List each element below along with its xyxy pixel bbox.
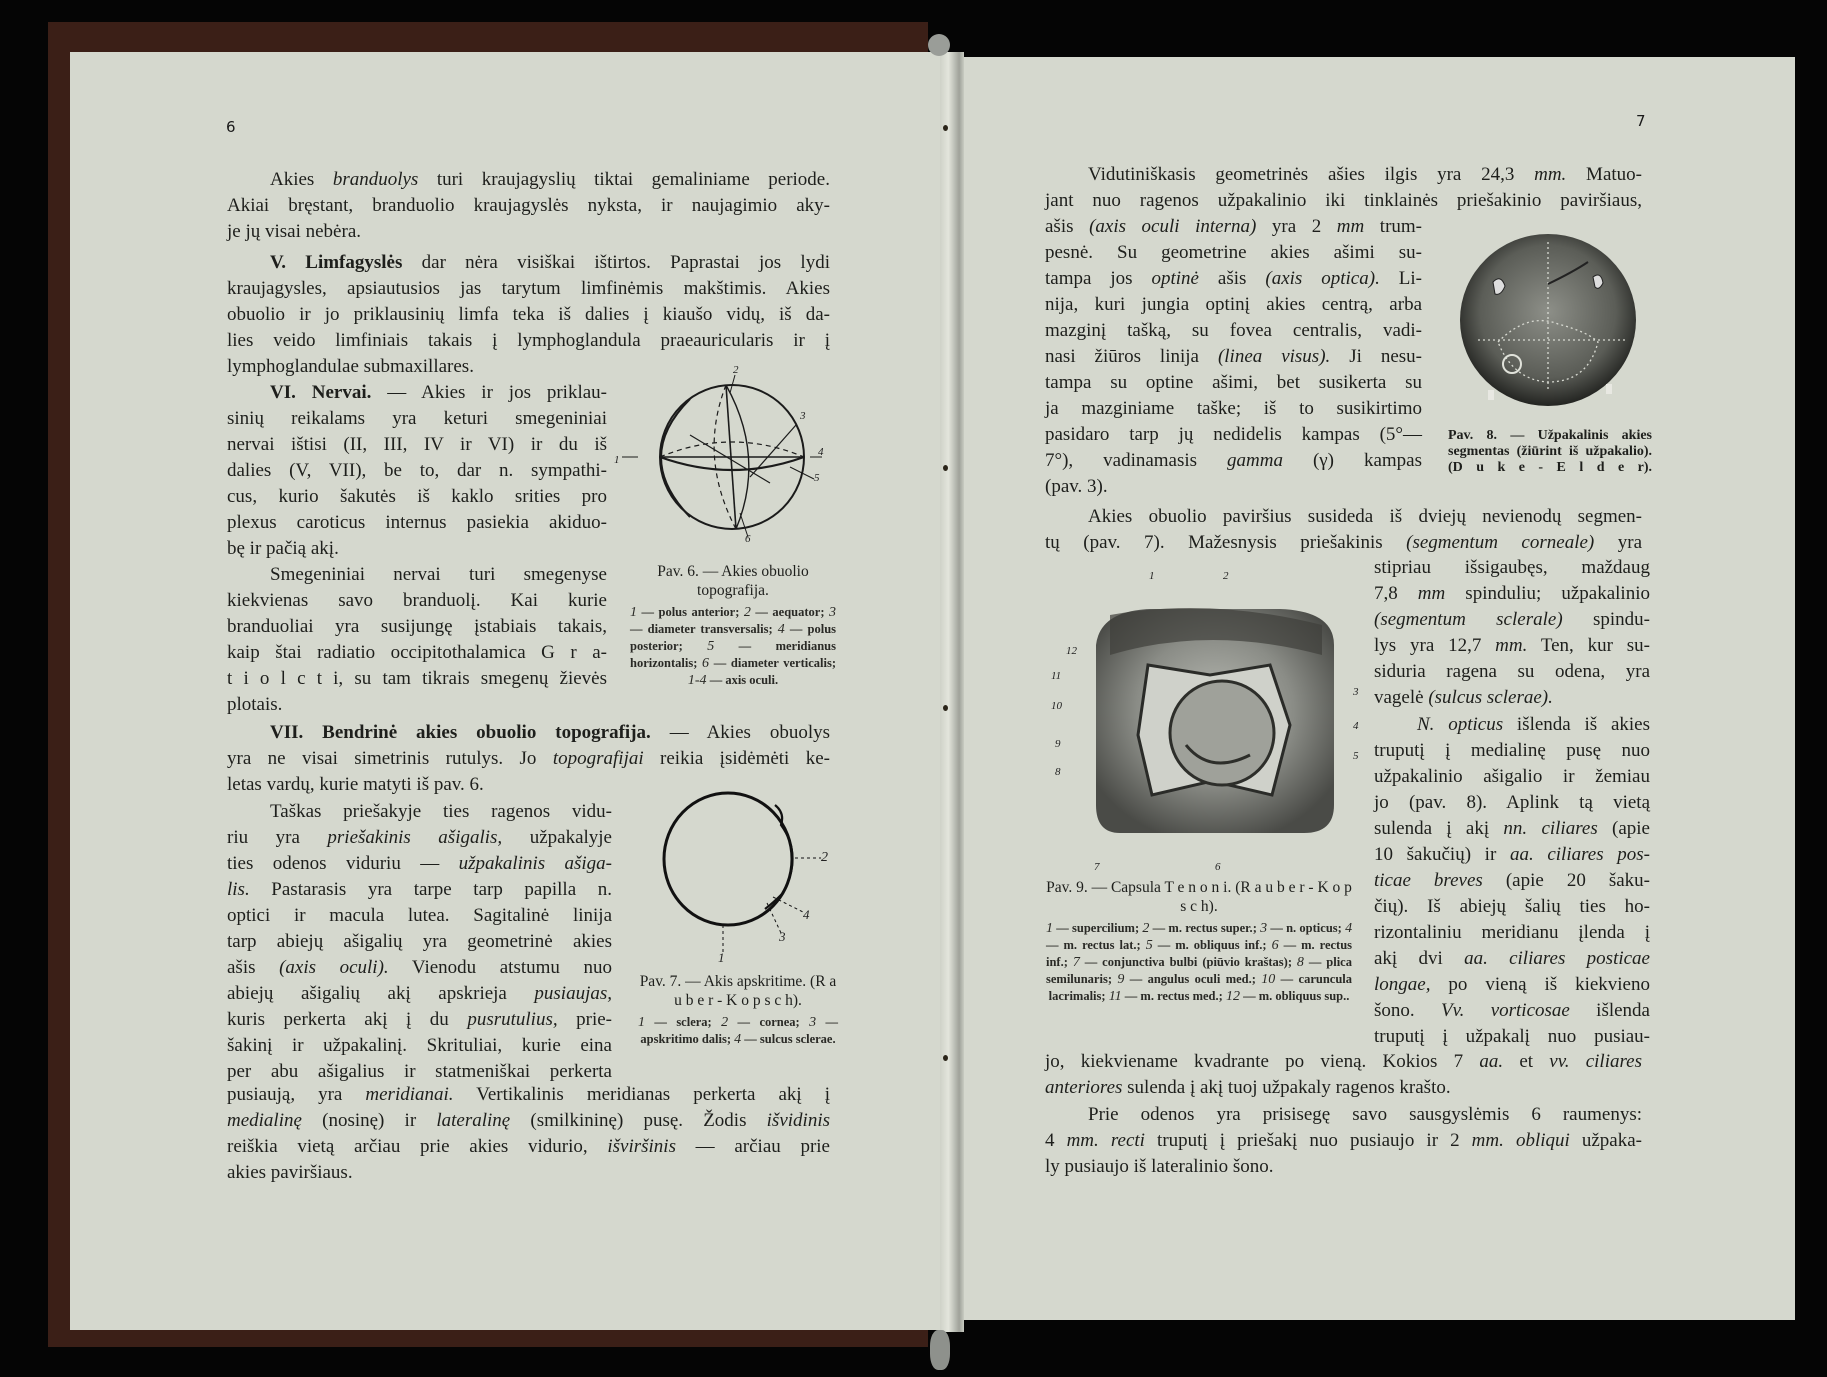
legend-text: diameter verticalis <box>730 656 832 670</box>
figure-9-label: 6 <box>1215 861 1221 873</box>
paragraph-nervai <box>227 380 607 562</box>
text-line <box>1045 1049 1642 1075</box>
binding-hole <box>943 465 948 471</box>
text-line <box>1045 448 1422 474</box>
text-run: yra 2 <box>1256 216 1337 237</box>
italic-term: mm. recti <box>1066 1130 1145 1151</box>
figure-9-label: 10 <box>1051 700 1062 712</box>
text-line: lymphoglandulae submaxillares. <box>227 356 474 377</box>
text-line: užpakalinio ašigalio ir žemiau <box>1374 766 1650 787</box>
text-line <box>1045 344 1422 370</box>
text-run: Ten, kur su- <box>1527 635 1650 656</box>
paragraph-asies-ilgis-narrow <box>1045 214 1422 500</box>
text-line <box>227 825 612 851</box>
text-run: tų (pav. 7). Mažesnysis priešakinis <box>1045 532 1407 553</box>
text-run: 4 <box>1045 1130 1067 1151</box>
text-line: lies veido limfiniais takais į lymphoglandula praeauricularis ir į <box>227 330 830 351</box>
text-run: po vieną iš kiekvieno <box>1430 974 1650 995</box>
text-line: je jų visai nebėra. <box>227 221 362 242</box>
figure-6-label: 3 <box>800 410 806 422</box>
text-run: riu yra <box>227 827 328 848</box>
italic-term: (segmentum sclerale) <box>1374 609 1563 630</box>
text-line: nija, kuri jungia optinį akies centrą, arba <box>1045 294 1422 315</box>
text-line <box>1045 162 1642 188</box>
figure-9-label: 8 <box>1055 766 1061 778</box>
figure-6-label: 4 <box>818 446 824 458</box>
text-run: yra <box>1594 532 1643 553</box>
figure-7-label: 1 <box>718 950 725 965</box>
legend-text: polus anterior <box>658 605 736 619</box>
legend-number: 4 <box>734 1032 742 1047</box>
text-line: letas vardų, kurie matyti iš pav. 6. <box>227 774 484 795</box>
text-line: kaip štai radiatio occipitothalamica G r a- <box>227 642 607 663</box>
text-run: sulenda į akį tuoj užpakaly ragenos krašto. <box>1122 1077 1451 1098</box>
text-line <box>1374 816 1650 842</box>
text-line <box>1374 633 1650 659</box>
italic-term: pusiaujas, <box>534 983 612 1004</box>
text-run: ašis <box>1045 216 1090 237</box>
text-run: vagelė <box>1374 687 1429 708</box>
text-line: jant nuo ragenos užpakalinio iki tinklainės priešakinio paviršiaus, <box>1045 190 1642 211</box>
text-line: ly pusiaujo iš lateralinio šono. <box>1045 1156 1274 1177</box>
legend-number: 2 <box>743 605 751 620</box>
text-line: sinių reikalams yra keturi smegeniniai <box>227 408 607 429</box>
text-run: dar nėra visiškai ištirtos. Paprastai jos lydi <box>402 252 830 273</box>
text-line <box>1374 868 1650 894</box>
italic-term: (segmentum corneale) <box>1406 532 1595 553</box>
figure-9-label: 1 <box>1149 570 1155 582</box>
italic-term: vv. ciliares <box>1549 1051 1642 1072</box>
italic-term: aa. ciliares posticae <box>1464 948 1650 969</box>
legend-number: 5 <box>1145 938 1153 953</box>
italic-term: išvidinis <box>766 1110 830 1131</box>
text-line <box>227 1082 830 1108</box>
legend-text: aequator <box>772 605 821 619</box>
text-run: Pastarasis yra tarpe tarp papilla n. <box>249 879 612 900</box>
legend-number: 1-4 <box>687 673 707 688</box>
text-line: kraujagysles, apsiautusios jas tarytum limfinėmis makštimis. Akies <box>227 278 830 299</box>
text-run: turi kraujagyslių tiktai gemaliniame periode. <box>418 169 830 190</box>
text-run: akį dvi <box>1374 948 1465 969</box>
text-line <box>227 981 612 1007</box>
legend-number: 7 <box>1072 955 1080 970</box>
text-run: truputį į priešakį nuo pusiaujo ir 2 <box>1144 1130 1472 1151</box>
legend-text: apskritimo dalis <box>640 1032 727 1046</box>
text-run: nasi žiūros linija <box>1045 346 1218 367</box>
binding-thread <box>928 34 950 56</box>
figure-9-label: 2 <box>1223 570 1229 582</box>
paragraph-n-opticus-narrow <box>1374 712 1650 1050</box>
legend-number: 6 <box>702 656 710 671</box>
legend-number: 3 <box>809 1015 817 1030</box>
bold-heading: V. Limfagyslės <box>270 252 403 273</box>
text-run: spinduliu; užpakalinio <box>1445 583 1650 604</box>
legend-text: m. rectus med. <box>1140 989 1219 1003</box>
figure-9-legend: 1 — supercilium; 2 — m. rectus super.; 3 — n. opticus; 4 — m. rectus lat.; 5 — m. obliquus inf.; 6 — m. rectus inf.; 7 — conjunctiva bulbi (piūvio kraštas); 8 — plica semilunaris; 9 — angulus oculi med.; 10 — caruncula lacrimalis; 11 — m. rectus med.; 12 — m. obliquus sup.. <box>1046 921 1353 1004</box>
italic-term: Vv. vorticosae <box>1440 1000 1570 1021</box>
text-run: ašis <box>227 957 280 978</box>
text-line: truputį į užpakalį nuo pusiau- <box>1374 1026 1650 1047</box>
text-line <box>1045 266 1422 292</box>
text-line: cus, kurio šakutės iš kaklo srities pro <box>227 486 607 507</box>
text-line: tampa su optine ašimi, bet susikerta su <box>1045 372 1422 393</box>
figure-9-label: 9 <box>1055 738 1061 750</box>
text-line <box>1045 530 1642 556</box>
figure-8-caption <box>1448 428 1652 476</box>
italic-term: nn. ciliares <box>1503 818 1598 839</box>
italic-term: gamma <box>1227 450 1283 471</box>
italic-term: ticae breves <box>1374 870 1483 891</box>
text-line: pasidaro tarp jų nedidelis kampas (5°— <box>1045 424 1422 445</box>
text-run: išlenda <box>1569 1000 1650 1021</box>
text-line <box>227 955 612 981</box>
figure-7-label: 3 <box>779 929 786 944</box>
text-line <box>227 380 607 406</box>
text-run: sulenda į akį <box>1374 818 1504 839</box>
legend-text: m. rectus inf. <box>1046 938 1353 969</box>
figure-9-label: 4 <box>1353 720 1359 732</box>
legend-number: 10 <box>1261 972 1276 987</box>
legend-number: 11 <box>1108 989 1122 1004</box>
text-line: čių). Iš abiejų šalių ties ho- <box>1374 896 1650 917</box>
text-line: (pav. 3). <box>1045 476 1108 497</box>
text-line <box>1374 972 1650 998</box>
paragraph-raumenys <box>1045 1102 1642 1180</box>
legend-text: caruncula lacrimalis <box>1048 972 1352 1003</box>
text-line <box>1374 607 1650 633</box>
figure-6-caption <box>630 562 836 689</box>
text-line: truputį į medialinę pusę nuo <box>1374 740 1650 761</box>
legend-text: m. obliquus sup. <box>1258 989 1347 1003</box>
text-line: Taškas priešakyje ties ragenos vidu- <box>270 801 612 822</box>
figure-9-title: Pav. 9. — Capsula T e n o n i. (R a u b e r - K o p s c h). <box>1046 879 1352 915</box>
italic-term: aa. ciliares pos- <box>1509 844 1650 865</box>
text-run: jo, kiekviename kvadrante po vieną. Kokios 7 <box>1045 1051 1480 1072</box>
legend-text: m. rectus lat. <box>1063 938 1137 952</box>
figure-8-title: Pav. 8. — Užpakalinis akies segmentas (žiūrint iš užpakalio). (D u k e - E l d e r). <box>1448 428 1652 475</box>
text-line <box>1374 581 1650 607</box>
text-run: spindu- <box>1562 609 1650 630</box>
text-run: šono. <box>1374 1000 1441 1021</box>
page-number-right: 7 <box>1636 112 1646 130</box>
text-line: plexus caroticus internus pasiekia akiduo- <box>227 512 607 533</box>
italic-term: mm. obliqui <box>1471 1130 1570 1151</box>
text-run: Vienodu atstumu nuo <box>388 957 612 978</box>
legend-text: meridianus horizontalis <box>630 639 836 670</box>
italic-term: branduolys <box>332 169 419 190</box>
italic-term: priešakinis ašigalis, <box>327 827 503 848</box>
figure-9-label: 3 <box>1353 686 1359 698</box>
text-line: Prie odenos yra prisisegę savo sausgyslėmis 6 raumenys: <box>1088 1104 1642 1125</box>
text-run: lys yra 12,7 <box>1374 635 1496 656</box>
figure-9-label: 5 <box>1353 750 1359 762</box>
legend-text: axis oculi <box>725 673 775 687</box>
text-line <box>1374 685 1650 711</box>
italic-term: topografijai <box>552 748 644 769</box>
text-line: siduria ragena su odena, yra <box>1374 661 1650 682</box>
text-run: (nosinę) ir <box>301 1110 437 1131</box>
figure-9-label: 12 <box>1066 645 1077 657</box>
text-run: trum- <box>1364 216 1423 237</box>
legend-text: sulcus sclerae <box>759 1032 833 1046</box>
figure-7-caption <box>638 972 838 1048</box>
text-run: išlenda iš akies <box>1503 714 1651 735</box>
italic-term: (linea visus). <box>1217 346 1331 367</box>
text-line <box>1045 214 1422 240</box>
legend-text: diameter transversalis <box>647 622 769 636</box>
text-line: dalies (V, VII), be to, dar n. sympathi- <box>227 460 607 481</box>
text-line: akies paviršiaus. <box>227 1162 353 1183</box>
text-run: užpaka- <box>1569 1130 1642 1151</box>
binding-hole <box>943 1055 948 1061</box>
text-line <box>227 746 830 772</box>
legend-number: 6 <box>1271 938 1279 953</box>
legend-number: 5 <box>707 639 715 654</box>
italic-term: išviršinis <box>607 1136 676 1157</box>
text-run: — Akies obuolys <box>650 722 830 743</box>
text-run: reiškia vietą arčiau prie akies vidurio, <box>227 1136 608 1157</box>
text-line: plotais. <box>227 694 283 715</box>
legend-number: 2 <box>721 1015 729 1030</box>
figure-9-label: 7 <box>1094 861 1100 873</box>
legend-number: 4 <box>777 622 785 637</box>
text-line: pesnė. Su geometrine akies ašimi su- <box>1045 242 1422 263</box>
italic-term: (axis oculi interna) <box>1089 216 1257 237</box>
legend-text: plica semilunaris <box>1046 955 1352 986</box>
text-line <box>1374 998 1650 1024</box>
text-run: — arčiau prie <box>675 1136 830 1157</box>
text-line <box>1374 712 1650 738</box>
italic-term: optinė <box>1151 268 1199 289</box>
figure-6-label: 5 <box>814 472 820 484</box>
text-run: Matuo- <box>1566 164 1642 185</box>
italic-term: N. opticus <box>1417 714 1504 735</box>
legend-text: conjunctiva bulbi (piūvio kraštas) <box>1102 955 1288 969</box>
italic-term: longae, <box>1374 974 1431 995</box>
text-line: Akiai bręstant, branduolio kraujagyslės nyksta, ir naujagimio aky- <box>227 195 830 216</box>
text-run: pusiaują, yra <box>227 1084 366 1105</box>
text-run: Ji nesu- <box>1330 346 1422 367</box>
legend-number: 3 <box>829 605 836 620</box>
text-run: Vertikalinis meridianas perkerta akį į <box>453 1084 830 1105</box>
figure-6-label: 2 <box>733 364 739 376</box>
legend-number: 12 <box>1225 989 1240 1004</box>
text-line <box>227 1108 830 1134</box>
italic-term: medialinę <box>227 1110 302 1131</box>
figure-7-eye-in-circle <box>655 785 845 955</box>
text-run: kuris perkerta akį į du <box>227 1009 468 1030</box>
figure-6-title: Pav. 6. — Akies obuolio topografija. <box>657 563 809 599</box>
text-run: — Akies ir jos priklau- <box>371 382 608 403</box>
text-line: branduoliai yra susijungę įstabiais takais, <box>227 616 607 637</box>
paragraph-taskas-full <box>227 1082 830 1186</box>
legend-number: 1 <box>1046 921 1053 936</box>
legend-number: 9 <box>1117 972 1125 987</box>
italic-term: anteriores <box>1045 1077 1123 1098</box>
text-line <box>227 1007 612 1033</box>
figure-7-legend: 1 — sclera; 2 — cornea; 3 — apskritimo dalis; 4 — sulcus sclerae. <box>638 1015 839 1047</box>
italic-term: mm. <box>1534 164 1567 185</box>
text-run: et <box>1503 1051 1550 1072</box>
text-run: (apie 20 šaku- <box>1482 870 1650 891</box>
italic-term: lateralinę <box>436 1110 511 1131</box>
figure-9-tenon-capsule <box>1090 605 1340 837</box>
text-run: reikia įsidėmėti ke- <box>643 748 830 769</box>
paragraph-branduolys <box>227 167 830 245</box>
italic-term: mm <box>1336 216 1365 237</box>
text-line <box>227 720 830 746</box>
text-line: obuolio ir jo priklausinių limfa teka iš dalies į kiaušo vidų, iš da- <box>227 304 830 325</box>
figure-7-label: 2 <box>821 850 828 865</box>
figure-6-eyeball-topography <box>610 365 835 555</box>
legend-number: 2 <box>1142 921 1150 936</box>
binding-thread <box>930 1330 950 1370</box>
italic-term: aa. <box>1479 1051 1504 1072</box>
text-line: ja mazginiame taške; iš to susikirtimo <box>1045 398 1422 419</box>
figure-6-label: 1 <box>614 454 620 466</box>
text-run: abiejų ašigalių akį apskrieja <box>227 983 535 1004</box>
text-line <box>227 167 830 193</box>
legend-number: 1 <box>638 1015 645 1030</box>
bold-heading: VII. Bendrinė akies obuolio topografija. <box>270 722 651 743</box>
text-line <box>1374 946 1650 972</box>
italic-term: lis. <box>227 879 250 900</box>
italic-term: mm. <box>1495 635 1528 656</box>
text-line <box>227 250 830 276</box>
legend-text: polus posterior <box>630 622 837 653</box>
text-line: per abu ašigalius ir statmeniškai perkerta <box>227 1061 612 1082</box>
paragraph-taskas-narrow <box>227 799 612 1085</box>
binding-hole <box>943 125 948 131</box>
legend-text: m. rectus super. <box>1168 921 1253 935</box>
text-line <box>1045 1075 1642 1101</box>
legend-text: sclera <box>676 1015 708 1029</box>
legend-text: cornea <box>759 1015 796 1029</box>
italic-term: pusrutulius, <box>467 1009 558 1030</box>
legend-text: m. obliquus inf. <box>1175 938 1263 952</box>
italic-term: užpakalinis ašiga- <box>458 853 612 874</box>
page-number-left: 6 <box>226 118 236 136</box>
text-line <box>227 877 612 903</box>
legend-number: 3 <box>1260 921 1268 936</box>
text-run: ašis <box>1198 268 1266 289</box>
italic-term: (axis optica). <box>1265 268 1380 289</box>
paragraph-n-opticus-full <box>1045 1049 1642 1101</box>
legend-number: 4 <box>1345 921 1353 936</box>
paragraph-pavirsius-narrow <box>1374 555 1650 711</box>
text-line: kiekvienas savo branduolį. Kai kurie <box>227 590 607 611</box>
legend-text: supercilium <box>1072 921 1135 935</box>
legend-number: 1 <box>630 605 637 620</box>
text-run: 7,8 <box>1374 583 1418 604</box>
figure-6-legend: 1 — polus anterior; 2 — aequator; 3 — diameter transversalis; 4 — polus posterior; 5 — meridianus horizontalis; 6 — diameter verticalis; 1-4 — axis oculi. <box>630 605 837 688</box>
text-line: šakinį ir užpakalinį. Skrituliai, kurie eina <box>227 1035 612 1056</box>
text-run: tampa jos <box>1045 268 1152 289</box>
text-run: (apie <box>1597 818 1650 839</box>
text-line <box>1045 1128 1642 1154</box>
paragraph-asies-ilgis-full <box>1045 162 1642 214</box>
paragraph-pavirsius-full <box>1045 504 1642 556</box>
paragraph-limfagysles <box>227 250 830 380</box>
text-line: stipriau išsigaubęs, maždaug <box>1374 557 1650 578</box>
bold-heading: VI. Nervai. <box>270 382 372 403</box>
italic-term: (axis oculi). <box>279 957 389 978</box>
legend-text: n. opticus <box>1286 921 1338 935</box>
text-line: Akies obuolio paviršius susideda iš dviejų nevienodų segmen- <box>1088 506 1642 527</box>
text-line: rizontaliniu meridianu įlenda į <box>1374 922 1650 943</box>
text-line: t i o l c t i, su tam tikrais smegenų žievės <box>227 668 607 689</box>
italic-term: (sulcus sclerae). <box>1428 687 1553 708</box>
text-line <box>1374 842 1650 868</box>
italic-term: meridianai. <box>365 1084 454 1105</box>
text-line <box>227 851 612 877</box>
text-line: jo (pav. 8). Aplink tą vietą <box>1374 792 1650 813</box>
text-run: Li- <box>1379 268 1422 289</box>
text-run: (smilkininę) pusę. Žodis <box>510 1110 767 1131</box>
paragraph-smegeniniai-nervai <box>227 562 607 718</box>
figure-6-label: 6 <box>745 533 751 545</box>
text-line: bę ir pačią akį. <box>227 538 339 559</box>
binding-hole <box>943 705 948 711</box>
legend-text: angulus oculi med. <box>1147 972 1252 986</box>
text-run: prie- <box>557 1009 612 1030</box>
figure-7-label: 4 <box>803 907 810 922</box>
text-line: Smegeniniai nervai turi smegenyse <box>270 564 607 585</box>
text-run: Vidutiniškasis geometrinės ašies ilgis yra 24,3 <box>1088 164 1535 185</box>
figure-8-posterior-eye-segment <box>1458 232 1638 412</box>
text-run: 10 šakučių) ir <box>1374 844 1510 865</box>
figure-9-label: 11 <box>1051 670 1062 682</box>
text-run: užpakalyje <box>502 827 612 848</box>
text-line <box>227 1134 830 1160</box>
text-line: tarp abiejų ašigalių yra geometrinė akies <box>227 931 612 952</box>
text-run: Akies <box>270 169 333 190</box>
text-line: optici ir macula lutea. Sagitalinė linija <box>227 905 612 926</box>
text-run: yra ne visai simetrinis rutulys. Jo <box>227 748 553 769</box>
figure-7-title: Pav. 7. — Akis apskritime. (R a u b e r - K o p s c h). <box>639 973 837 1009</box>
text-run: ties odenos viduriu — <box>227 853 459 874</box>
text-run: (γ) kampas <box>1282 450 1422 471</box>
italic-term: mm <box>1417 583 1446 604</box>
figure-9-caption <box>1046 878 1352 1005</box>
text-line: mazginį tašką, su fovea centralis, vadi- <box>1045 320 1422 341</box>
text-run: 7°), vadinamasis <box>1045 450 1228 471</box>
text-line: nervai ištisi (II, III, IV ir VI) ir du iš <box>227 434 607 455</box>
legend-number: 8 <box>1296 955 1304 970</box>
gutter-fold <box>940 52 964 1332</box>
